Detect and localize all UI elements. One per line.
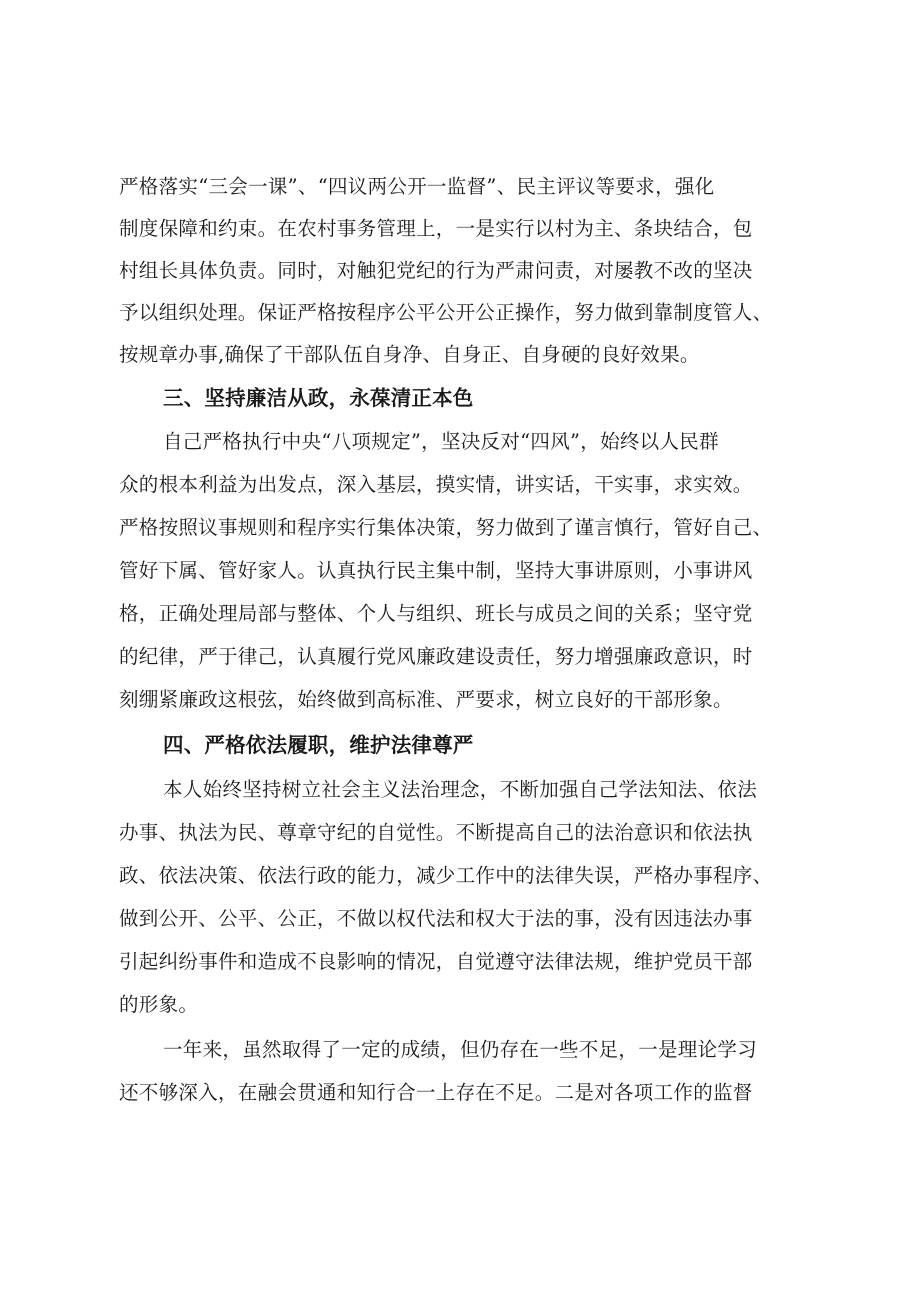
- paragraph-line: 本人始终坚持树立社会主义法治理念，不断加强自己学法知法、依法: [163, 778, 758, 801]
- section-heading-3: 三、坚持廉洁从政，永葆清正本色: [163, 386, 474, 410]
- paragraph-line: 一年来，虽然取得了一定的成绩，但仍存在一些不足，一是理论学习: [163, 1038, 758, 1061]
- paragraph-line: 做到公开、公平、公正，不做以权代法和权大于法的事，没有因违法办事: [119, 907, 753, 930]
- paragraph-line: 予以组织处理。保证严格按程序公平公开公正操作，努力做到靠制度管人、: [119, 301, 773, 324]
- paragraph-line: 政、依法决策、依法行政的能力，减少工作中的法律失误，严格办事程序、: [119, 864, 773, 887]
- paragraph-line: 格，正确处理局部与整体、个人与组织、班长与成员之间的关系；坚守党: [119, 602, 753, 625]
- paragraph-line: 村组长具体负责。同时，对触犯党纪的行为严肃问责，对屡教不改的坚决: [119, 259, 753, 282]
- paragraph-line: 的形象。: [119, 993, 199, 1016]
- paragraph-line: 刻绷紧廉政这根弦，始终做到高标准、严要求，树立良好的干部形象。: [119, 688, 733, 711]
- paragraph-line: 自己严格执行中央“八项规定”，坚决反对“四风”，始终以人民群: [163, 430, 719, 453]
- paragraph-line: 的纪律，严于律己，认真履行党风廉政建设责任，努力增强廉政意识，时: [119, 645, 753, 668]
- paragraph-line: 引起纠纷事件和造成不良影响的情况，自觉遵守法律法规，维护党员干部: [119, 950, 753, 973]
- paragraph-line: 众的根本利益为出发点，深入基层，摸实情，讲实话，干实事，求实效。: [119, 473, 753, 496]
- paragraph-line: 严格落实“三会一课”、“四议两公开一监督”、民主评议等要求，强化: [119, 175, 715, 198]
- section-heading-4: 四、严格依法履职，维护法律尊严: [163, 733, 474, 757]
- paragraph-line: 制度保障和约束。在农村事务管理上，一是实行以村为主、条块结合，包: [119, 217, 753, 240]
- paragraph-line: 严格按照议事规则和程序实行集体决策，努力做到了谨言慎行，管好自己、: [119, 516, 773, 539]
- paragraph-line: 办事、执法为民、尊章守纪的自觉性。不断提高自己的法治意识和依法执: [119, 821, 753, 844]
- paragraph-line: 按规章办事,确保了干部队伍自身净、自身正、自身硬的良好效果。: [119, 343, 700, 366]
- paragraph-line: 管好下属、管好家人。认真执行民主集中制，坚持大事讲原则，小事讲风: [119, 559, 753, 582]
- paragraph-line: 还不够深入，在融会贯通和知行合一上存在不足。二是对各项工作的监督: [119, 1081, 753, 1104]
